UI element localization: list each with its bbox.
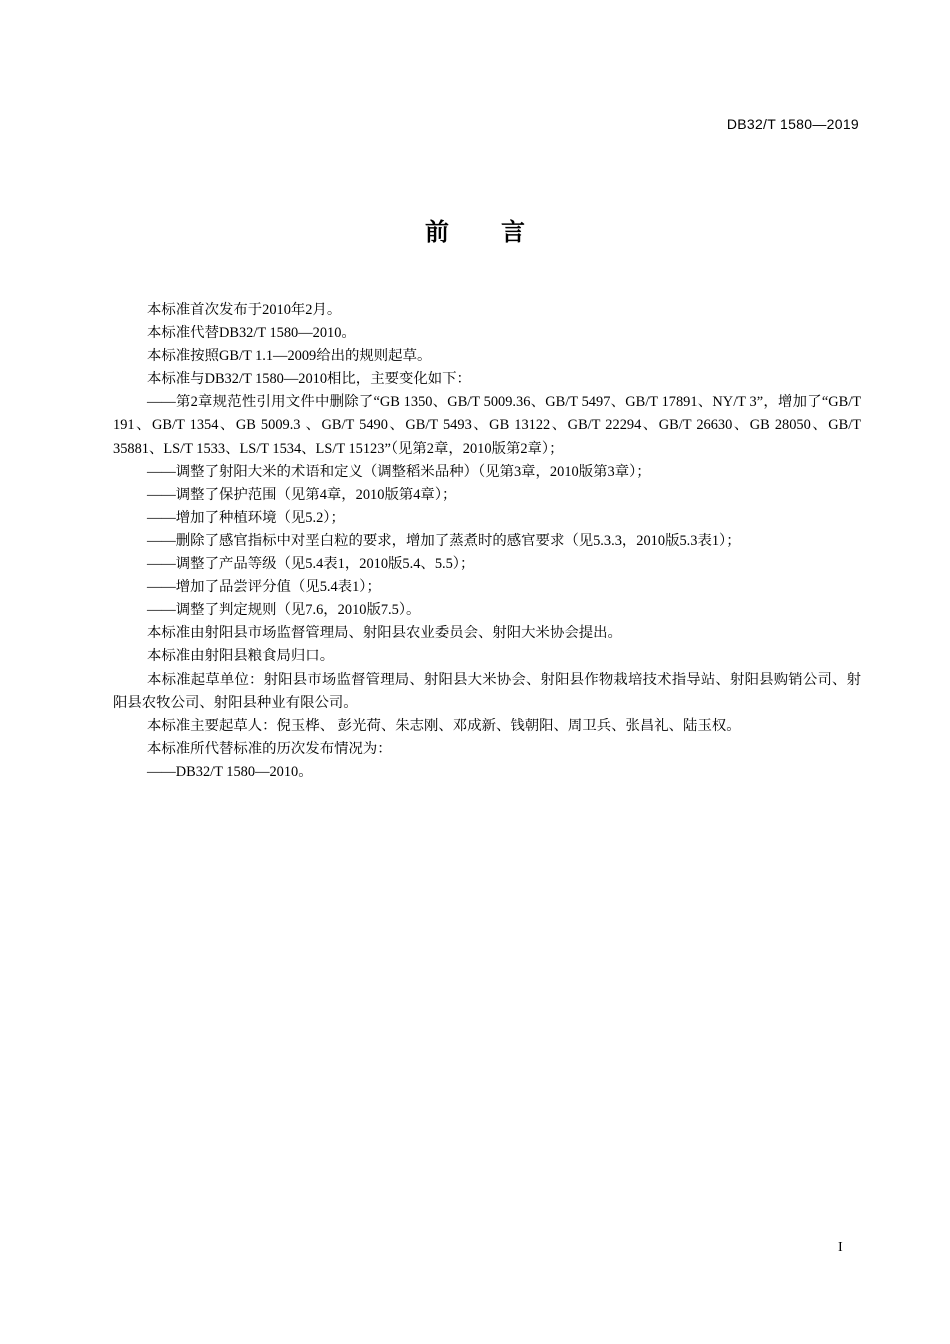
paragraph: 本标准代替DB32/T 1580—2010。	[147, 325, 356, 342]
paragraph: 本标准由射阳县粮食局归口。	[147, 648, 335, 665]
paragraph: ——调整了射阳大米的术语和定义（调整稻米品种）（见第3章，2010版第3章）；	[147, 463, 651, 480]
paragraph: 本标准主要起草人：倪玉桦、 彭光荷、朱志刚、邓成新、钱朝阳、周卫兵、张昌礼、陆玉权。	[147, 717, 741, 734]
page-number: I	[838, 1240, 843, 1255]
paragraph: ——增加了种植环境（见5.2）；	[147, 509, 345, 526]
paragraph: ——调整了产品等级（见5.4表1，2010版5.4、5.5）；	[147, 556, 475, 573]
paragraph: 本标准与DB32/T 1580—2010相比，主要变化如下：	[147, 371, 471, 388]
paragraph: ——删除了感官指标中对垩白粒的要求，增加了蒸煮时的感官要求（见5.3.3，2010版5.3表1）；	[147, 532, 741, 549]
paragraph: ——DB32/T 1580—2010。	[147, 763, 313, 780]
paragraph: 本标准所代替标准的历次发布情况为：	[147, 740, 392, 757]
paragraph: 本标准首次发布于2010年2月。	[147, 302, 342, 318]
paragraph: 本标准起草单位：射阳县市场监督管理局、射阳县大米协会、射阳县作物栽培技术指导站、射阳县购销公司、射阳县农牧公司、射阳县种业有限公司。	[113, 671, 861, 711]
paragraph: 本标准由射阳县市场监督管理局、射阳县农业委员会、射阳大米协会提出。	[147, 625, 622, 642]
paragraph: ——调整了判定规则（见7.6，2010版7.5）。	[147, 602, 421, 619]
page-title: 前言	[425, 218, 577, 246]
paragraph: ——第2章规范性引用文件中删除了“GB 1350、GB/T 5009.36、GB/T 5497、GB/T 17891、NY/T 3”，增加了“GB/T 191、GB/T 1354、GB 5009.3 、GB/T 5490、GB/T 5493、GB 13122、GB/T 22294、GB/T 26630、GB 28050、GB/T 35881、LS/T 1533、LS/T 1534、LS/T 15123”（见第2章，2010版第2章）；	[113, 394, 861, 457]
document-code: DB32/T 1580—2019	[726, 116, 859, 132]
paragraph: ——调整了保护范围（见第4章，2010版第4章）；	[147, 486, 457, 503]
paragraph: ——增加了品尝评分值（见5.4表1）；	[147, 579, 381, 596]
paragraph: 本标准按照GB/T 1.1—2009给出的规则起草。	[147, 348, 432, 365]
document-body	[113, 299, 861, 784]
